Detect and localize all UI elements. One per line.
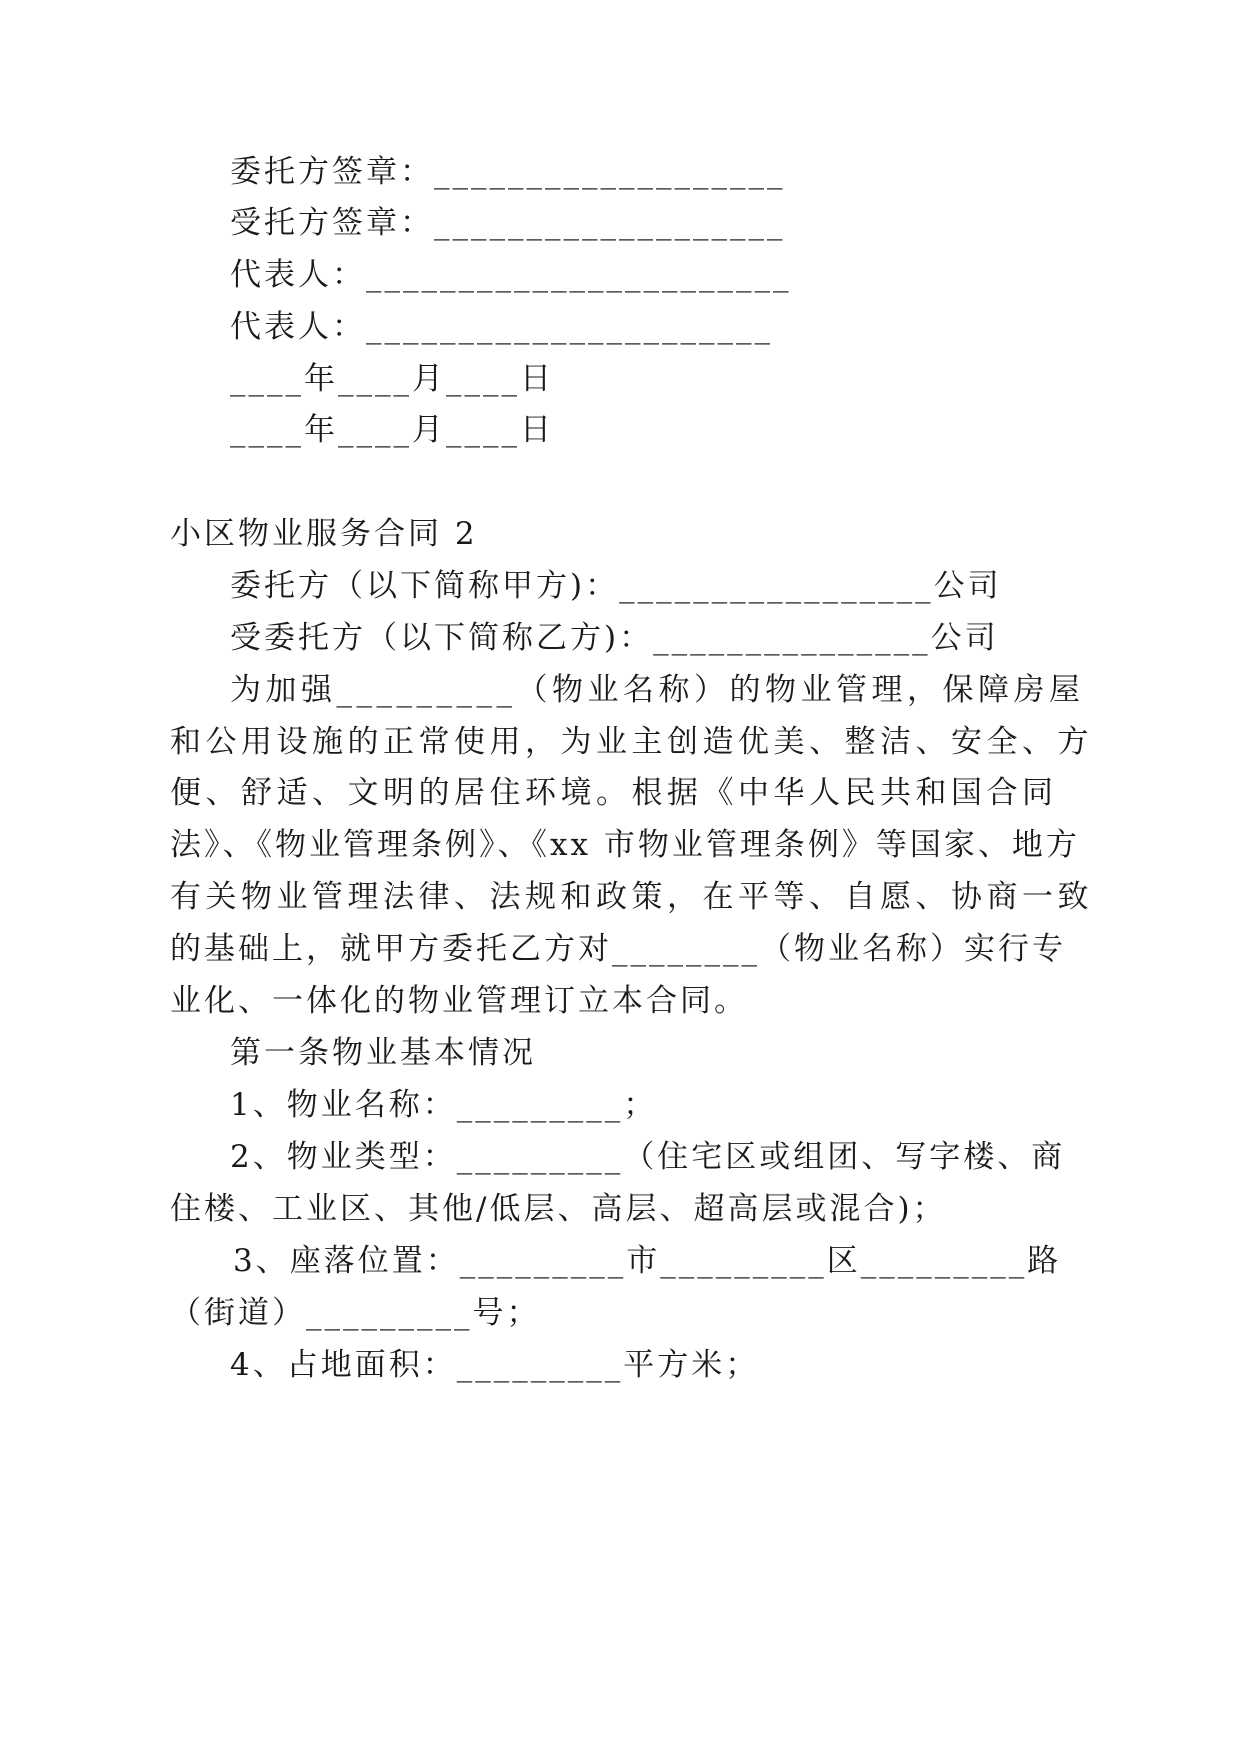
date-line: ____年____月____日 [230,412,554,448]
representative-line: 代表人：_______________________ [230,257,792,293]
intro-paragraph-line: 的基础上，就甲方委托乙方对________（物业名称）实行专 [170,931,1066,967]
intro-paragraph-line: 有关物业管理法律、法规和政策，在平等、自愿、协商一致 [170,879,1093,915]
article-item: 2、物业类型：_________（住宅区或组团、写字楼、商 [230,1139,1066,1175]
article-item: 住楼、工业区、其他/低层、高层、超高层或混合)； [170,1191,947,1227]
intro-paragraph-line: 便、舒适、文明的居住环境。根据《中华人民共和国合同 [170,775,1058,811]
article-item: 3、座落位置：_________市_________区_________路 [233,1243,1062,1279]
contract-title: 小区物业服务合同 2 [170,516,478,552]
article-item: （街道）_________号； [170,1295,541,1331]
article-title: 第一条物业基本情况 [230,1035,536,1071]
intro-paragraph-line: 法》、《物业管理条例》、《xx 市物业管理条例》等国家、地方 [170,827,1080,863]
intro-paragraph-line: 和公用设施的正常使用，为业主创造优美、整洁、安全、方 [170,724,1093,760]
article-item: 1、物业名称：_________； [230,1087,658,1123]
intro-paragraph-line: 业化、一体化的物业管理订立本合同。 [170,983,748,1019]
party-a-line: 委托方（以下简称甲方)：_________________公司 [230,568,1002,604]
date-line: ____年____月____日 [230,361,554,397]
intro-paragraph-line: 为加强_________（物业名称）的物业管理，保障房屋 [230,672,1085,708]
client-signature-line: 委托方签章：___________________ [230,154,786,190]
article-item: 4、占地面积：_________平方米； [230,1347,760,1383]
trustee-signature-line: 受托方签章：___________________ [230,205,786,241]
party-b-line: 受委托方（以下简称乙方)：_______________公司 [230,620,999,656]
representative-line: 代表人：______________________ [230,309,773,345]
